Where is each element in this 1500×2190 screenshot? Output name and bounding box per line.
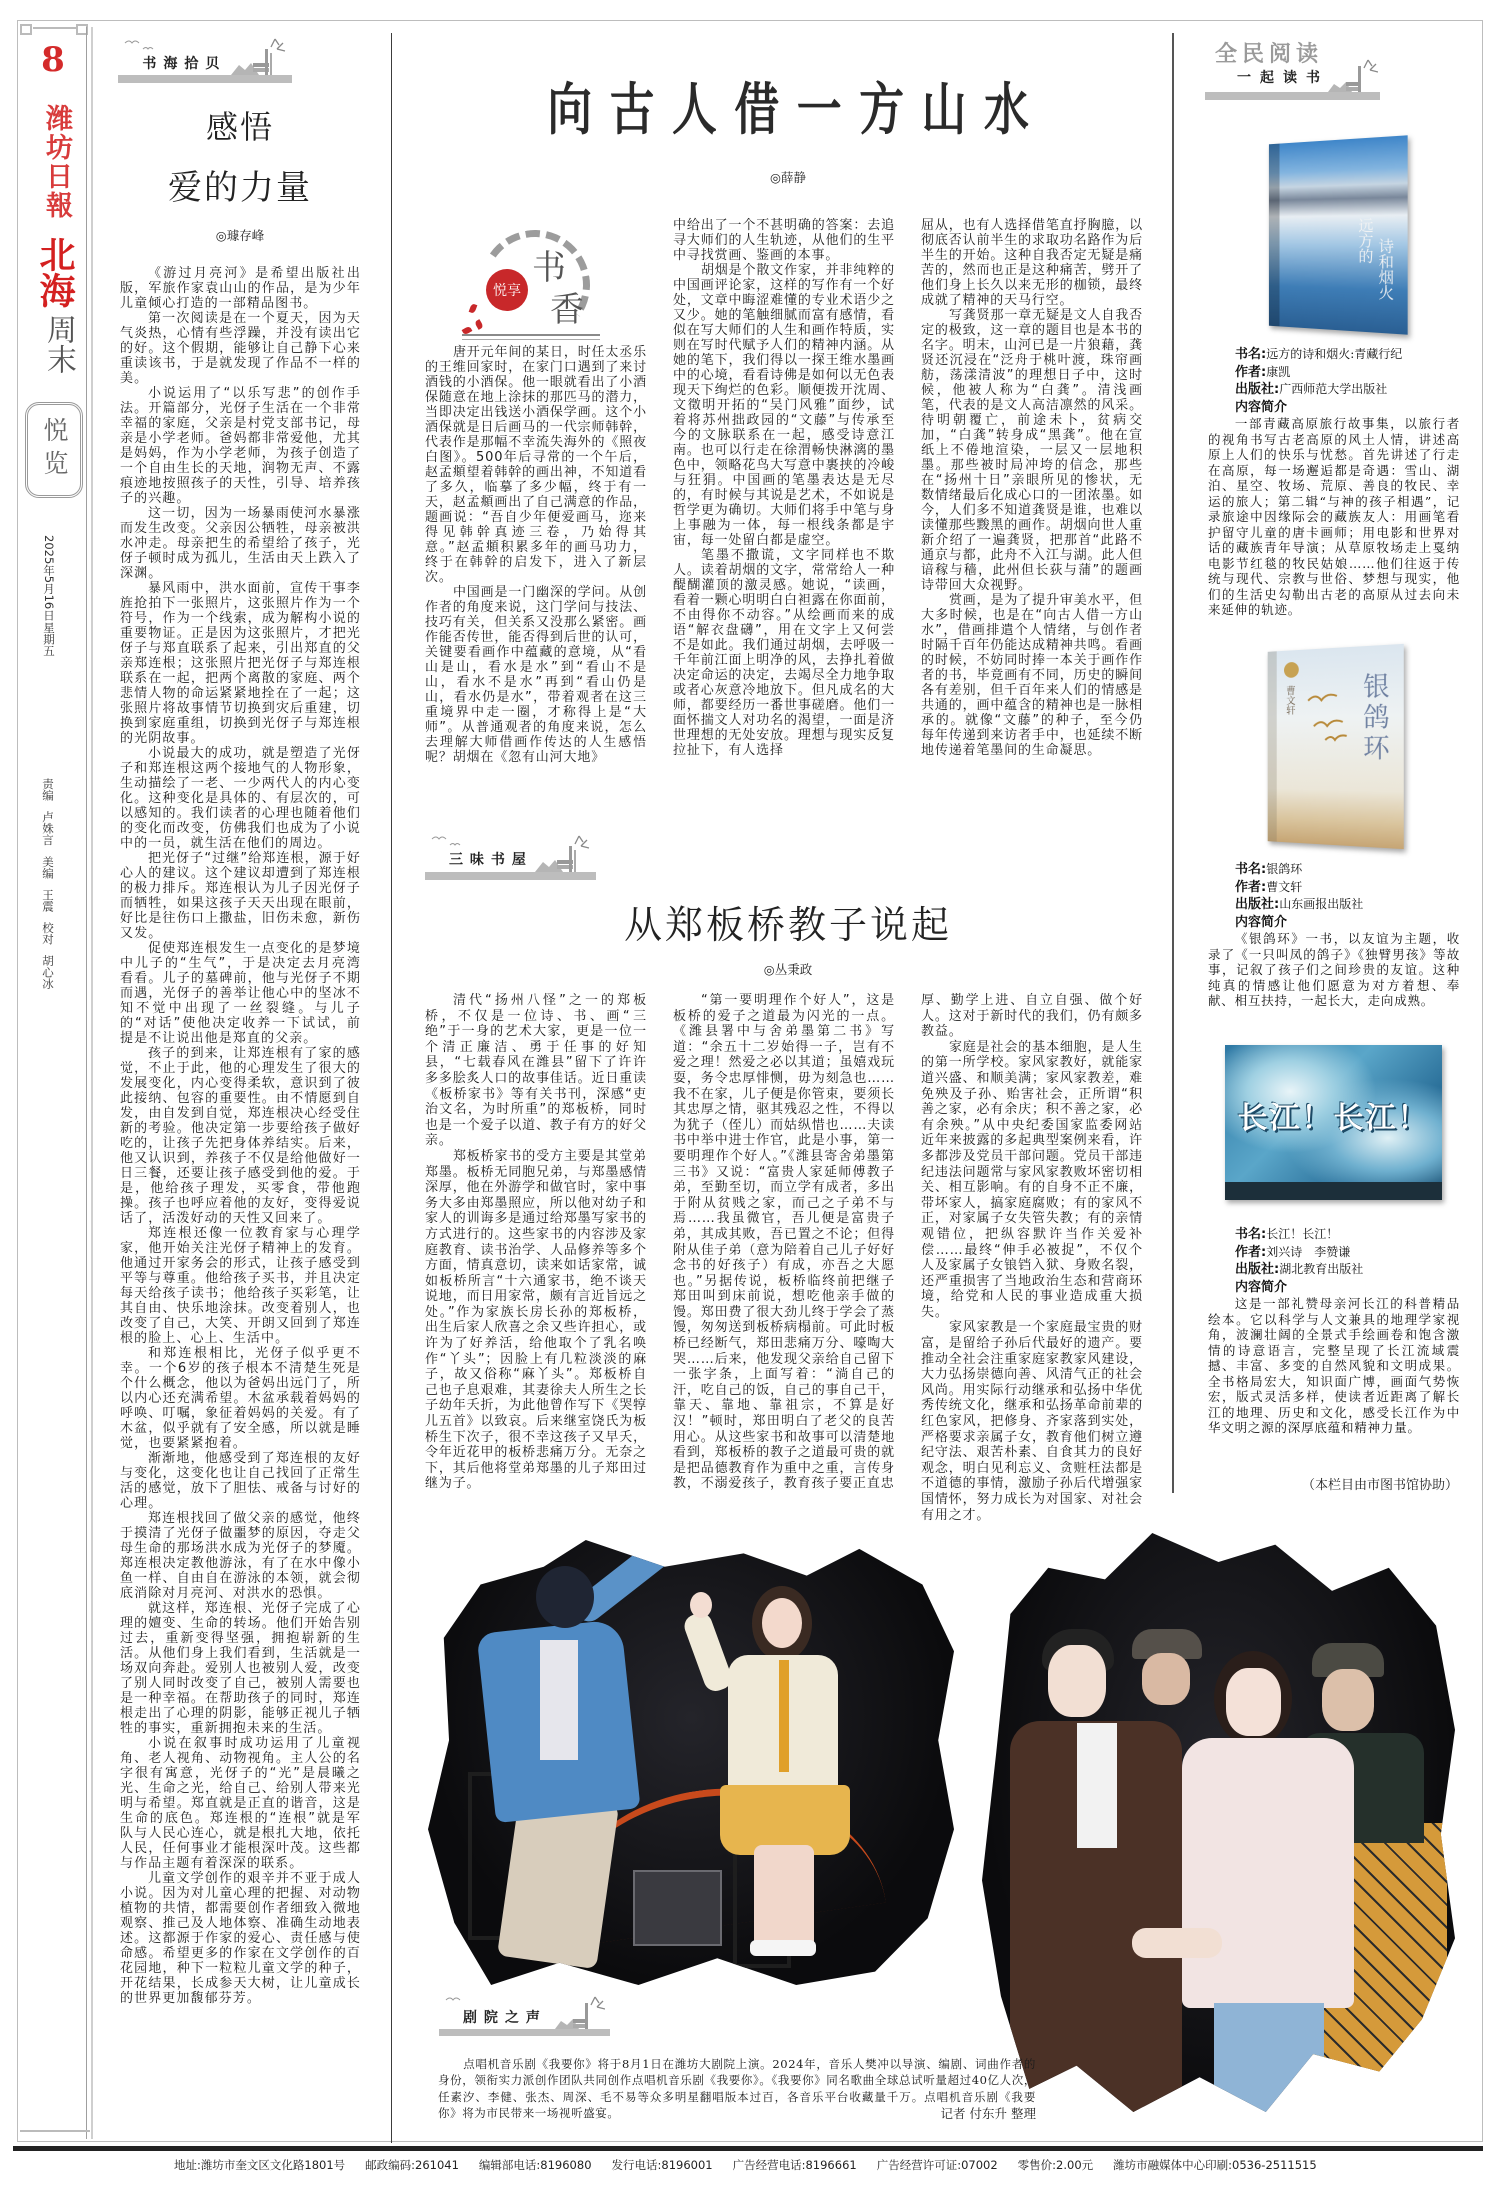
label: 出版社: [1235, 382, 1280, 397]
paragraph: 促使郑连根发生一点变化的是梦境中儿子的“生气”，于是决定去月亮湾看看。儿子的墓碑前，他与光伢子不期而遇，光伢子的善举让他心中的坚冰不知不觉中出现了一丝裂缝。与儿子的“对话”使他决定收养一下试试，前提是不让说出他是郑直的父亲。 [120, 941, 361, 1046]
paragraph: 清代“扬州八怪”之一的郑板桥，不仅是一位诗、书、画“三绝”于一身的艺术大家，更是一位一个清正廉洁、勇于任事的好知县，“七载春风在潍县”留下了许许多多脍炙人口的故事佳话。近日重读《板桥家书》等有关书刊，深感“吏治文名，为时所重”的郑板桥，同时也是一个爱子以道、教子有方的好父亲。 [425, 993, 647, 1149]
book-spine [1269, 144, 1280, 327]
caption-text: 点唱机音乐剧《我要你》将于8月1日在潍坊大剧院上演。2024年，音乐人樊冲以导演、编剧、词曲作者的身份，领衔实力派创作团队共同创作点唱机音乐剧《我要你》。《我要你》同名歌曲全球总试听量超过40亿人次，任素汐、李健、张杰、周深、毛不易等众多明星翻唱版本过百，各音乐平台收藏量千万。点唱机音乐剧《我要你》将为市民带来一场视听盛宴。 [438, 2057, 1036, 2120]
article-column-3 [921, 993, 1143, 1523]
yuexiang-shuxiang-badge [462, 226, 602, 346]
caption-reporter: 记者 付东升 整理 [940, 2106, 1036, 2121]
label: 作者: [1235, 1244, 1267, 1260]
white-shirt [1077, 1723, 1117, 1848]
fret-ornament-top-left [20, 24, 32, 35]
paragraph: 一部青藏高原旅行故事集，以旅行者的视角书写古老高原的风土人情，讲述高原上人们的快乐与忧愁。首先讲述了行走在高原，每一场邂逅都是奇遇：雪山、湖泊、星空、牧场、荒原、善良的牧民、幸运的旅人；第二辑“与神的孩子相遇”，记录旅途中因缘际会的藏族友人：用画笔看护留守儿童的唐卡画师；用电影和世界对话的藏族青年导演；从草原牧场走上戛纳电影节红毯的牧民姑娘……他们往返于传统与现代、宗教与世俗、梦想与现实，他们的生活史勾勒出古老的高原从过去向未来延伸的轨迹。 [1208, 416, 1460, 617]
book-cover-1 [1269, 135, 1408, 334]
performer-legs [754, 1845, 814, 1950]
article-title-banqiao: 从郑板桥教子说起 [623, 903, 952, 947]
raised-arm [681, 1610, 735, 1695]
article-author: ◎丛秉政 [763, 962, 813, 977]
intro-label: 内容简介 [1235, 399, 1288, 415]
footer-distribution-phone: 发行电话:8196001 [611, 2158, 713, 2172]
white-shirt [540, 1640, 578, 1760]
footer-price: 零售价:2.00元 [1017, 2158, 1094, 2172]
book-intro-2 [1208, 931, 1460, 1009]
article-author: ◎璩存峰 [215, 228, 265, 243]
book-author: 曹文轩 [1266, 879, 1303, 894]
stage-photo-right [982, 1533, 1455, 2112]
footer-rule [13, 2146, 1483, 2151]
book-author: 刘兴诗 李赞谦 [1266, 1244, 1351, 1259]
intro-label: 内容简介 [1235, 914, 1288, 930]
book-publisher: 广西师范大学出版社 [1279, 382, 1388, 396]
sidebar-border [86, 27, 93, 2139]
paragraph: 这是一部礼赞母亲河长江的科普精品绘本。它以科学与人文兼具的地理学家视角，波澜壮阔的全景式手绘画卷和饱含激情的诗意语言，完整呈现了长江流域震撼、丰富、多变的自然风貌和文明成果。全书格局宏大，知识面广博，画面气势恢宏，版式灵活多样，使读者近距离了解长江的地理、历史和文化，感受长江作为中华文明之源的深厚底蕴和精神力量。 [1208, 1296, 1460, 1435]
paragraph: 郑板桥家书的受方主要是其堂弟郑墨。板桥无同胞兄弟，与郑墨感情深厚，他在外游学和做官时，家中事务大多由郑墨照应，所以他对幼子和家人的训诲多是通过给郑墨写家书的方式进行的。这些家书的内容涉及家庭教育、读书治学、人品修养等多个方面，情真意切，读来如话家常，诚如板桥所言“十六通家书，绝不谈天说地，而日用家常，颇有言近旨远之处。”作为家族长房长孙的郑板桥，出生后家人欣喜之余又些许担心，或许为了好养活，给他取个了乳名唤作“丫头”；因脸上有几粒淡淡的麻子，故又俗称“麻丫头”。郑板桥自己也子息艰难，其妻徐夫人所生之长子幼年夭折，为此他曾作写下《哭犉儿五首》以致哀。后来继室饶氏为板桥生下次子，很不幸这孩子又早夭，令年近花甲的板桥悲痛万分。无奈之下，其后他将堂弟郑墨的儿子郑田过继为子。 [425, 1148, 647, 1492]
birds-icon [430, 833, 470, 849]
cover-title-line2: 诗和烟火 [1376, 238, 1396, 301]
article-column-1 [425, 993, 647, 1492]
actor-face [1048, 1645, 1106, 1717]
paragraph: 暴风雨中，洪水面前，宣传干事李旌抢拍下一张照片，这张照片作为一个符号，作为一个线索，成为解构小说的重要物证。正是因为这张照片，才把光伢子与郑直联系了起来，引出郑直的父亲郑连根；这张照片把光伢子与郑连根联系在一起，把两个离散的家庭、两个悲情人物的命运紧紧地拴在了一起；这张照片将故事情节切换到灾后重建，切换到家庭重组，切换到光伢子与郑连根的光阴故事。 [120, 581, 361, 746]
label: 书名: [1235, 1227, 1267, 1242]
section-badge-label: 悦览 [40, 417, 69, 483]
editor-credits [40, 778, 56, 989]
cover-title: 银鸽环 [1358, 671, 1390, 765]
paragraph: 把光伢子“过继”给郑连根，源于好心人的建议。这个建议却遭到了郑连根的极力排斥。郑连根认为儿子因光伢子而牺牲，如果这孩子天天出现在眼前，好比是往伤口上撒盐，旧伤未愈，新伤又发。 [120, 851, 362, 941]
petal-icon [474, 319, 484, 330]
article-title-line1: 感悟 [205, 108, 274, 146]
performer-face [762, 1598, 802, 1648]
page-number: 8 [41, 40, 65, 80]
article-body-aiDeliliang [120, 266, 361, 2006]
hand [690, 1592, 712, 1618]
paragraph: 《银鸽环》一书，以友谊为主题，收录了《一只叫凤的鸽子》《独臂男孩》等故事，记叙了孩子们之间珍贵的友谊。这种纯真的情感让他们愿意为对方着想、奉献、相互扶持，一起长大，走向成熟。 [1208, 931, 1460, 1008]
paragraph: 中国画是一门幽深的学问。从创作者的角度来说，这门学问与技法、技巧有关，但关系又没那么紧密。画作能否传世，能否得到后世的认可，关键要看画作中蕴藏的意境，从“看山是山，看水是水”到“看山不是山，看水不是水”再到“看山仍是山，看水仍是水”，带着观者在这三重境界中走一圈，才称得上是“大师”。从普通观者的角度来说，怎么去理解大师借画作传达的人生感悟呢？胡烟在《忽有山河大地》 [425, 585, 647, 765]
actress-face [1226, 1668, 1281, 1736]
footer-ad-license: 广告经营许可证:07002 [876, 2158, 998, 2172]
paragraph: 胡烟是个散文作家，并非纯粹的中国画评论家，这样的写作有一个好处，文章中晦涩难懂的专业术语少之又少。她的笔触细腻而富有感情，看似在写大师们的人生和画作特质，实则在写时代赋予人们的精神内涵。从她的笔下，我们得以一探王维水墨画中的心境，看看诗佛是如何以无色表现天下绚烂的色彩。顺便拨开沈周、文徵明开拓的“吴门风雅”面纱，试着将苏州拙政园的“文藤”与传承至今的文脉联系在一起，感受诗意江南。也可以行走在徐渭畅快淋漓的墨色中，领略花鸟大写意中裹挟的冷峻与狂狷。中国画的笔墨表达是无尽的，有时候与其说是艺术，不如说是哲学更为确切。大师们将手中笔与身上事融为一体，每一根线条都是宇宙，每一处留白都是虚空。 [673, 263, 895, 548]
section-badge [25, 402, 83, 498]
cover-author: 曹文轩 [1284, 685, 1295, 715]
book-publisher: 山东画报出版社 [1279, 897, 1364, 911]
book-info-3 [1235, 1226, 1363, 1296]
credit-role: 责编 [41, 778, 55, 801]
supplement-name-zhoumo: 周末 [41, 314, 76, 374]
footer-info [174, 2157, 1317, 2173]
paragraph: 《游过月亮河》是希望出版社出版，军旅作家袁山山的作品，是为少年儿童倾心打造的一部精品图书。 [120, 266, 361, 311]
birds-icon [123, 37, 163, 53]
article-title-line2: 爱的力量 [168, 168, 312, 208]
section-banner-sanweishuwu [425, 833, 596, 880]
section-banner-quanminyuedu [1205, 37, 1380, 100]
paragraph: 第一次阅读是在一个夏天，因为天气炎热，心情有些浮躁，并没有读出它的好。这个假期，能够让自己静下心来重读该书，于是就发现了作品不一样的美。 [120, 311, 361, 386]
credit-name: 王震 [41, 888, 55, 912]
yellow-tie [779, 1660, 789, 1772]
paragraph: 儿童文学创作的艰辛并不亚于成人小说。因为对儿童心理的把握、对动物植物的共情，都需要创作者细致入微地观察、推己及人地体察、准确生动地表述。这都源于作家的爱心、责任感与使命感。希望更多的作家在文学创作的百花园地，种下一粒粒儿童文学的种子，开花结果，长成参天大树，让儿童成长的世界更加馥郁芬芳。 [120, 1871, 361, 2006]
credit-role: 校对 [41, 921, 55, 945]
book-spine [1268, 651, 1277, 841]
column-note: （本栏目由市图书馆协助） [1301, 1478, 1458, 1493]
sidebar-top-rule [33, 27, 76, 29]
supplement-name-beihai: 北海 [34, 236, 76, 308]
footer-printer: 潍坊市融媒体中心印刷:0536-2511515 [1113, 2158, 1317, 2172]
stage-photo-left [428, 1540, 954, 1985]
paragraph-continued: 屈从，也有人选择借笔直抒胸臆，以彻底否认前半生的求取功名路作为后半生的开始。这种自我否定无疑是痛苦的，然而也正是这种痛苦，劈开了他们身上长久以来无形的枷锁，最终成就了精神的天马行空。 [921, 218, 1143, 308]
bamboo-books-icon [555, 1995, 605, 2031]
label: 书名: [1235, 862, 1267, 877]
article-title-shanshui: 向古人借一方山水 [547, 78, 1047, 143]
issue-date: 2025年5月16日 [42, 535, 56, 621]
book-intro-1 [1208, 416, 1460, 618]
section-banner-label: 三味书屋 [448, 851, 533, 868]
music-stand [633, 1870, 722, 1946]
banner-subtitle: 一起读书 [1237, 70, 1329, 86]
pink-coat [1182, 1738, 1354, 2008]
performer-head [536, 1566, 594, 1628]
paragraph: 写龚贤那一章无疑是文人自我否定的极致，这一章的题目也是本书的名字。明末，山河已是一片狼藉，龚贤还沉浸在“泛舟于桃叶渡，珠帘画舫，荡漾清波”的理想日子中，这时候，他被人称为“白龚”。清浅画笔，代表的是文人高洁凛然的风采。待明朝覆亡，前途未卜，贫病交加，“白龚”转身成“黑龚”。他在宣纸上不倦地渲染，一层又一层地积墨。那些被时局冲垮的信念，那些在“扬州十日”亲眼所见的惨状，无数情绪最后化成心口的一团浓墨。如今，人们多不知道龚贤是谁，也难以读懂那些黢黑的画作。胡烟向世人重新介绍了一遍龚贤，把那首“此路不通京与都，此舟不入江与湖。此人但谙稼与穑，此州但长荻与蒲”的题画诗带回大众视野。 [921, 308, 1143, 593]
intro-label: 内容简介 [1235, 1279, 1288, 1295]
paragraph-continued: 厚、勤学上进、自立自强、做个好人。这对于新时代的我们，仍有颇多教益。 [921, 993, 1143, 1040]
article-column-3 [921, 218, 1143, 758]
footer-ad-phone: 广告经营电话:8196661 [732, 2158, 857, 2172]
footer-address: 地址:潍坊市奎文区文化路1801号 [174, 2158, 346, 2172]
paragraph: 小说最大的成功，就是塑造了光伢子和郑连根这两个接地气的人物形象，生动描绘了一老、一少两代人的内心变化。这种变化是具体的、有层次的，可以感知的。我们读者的心理也随着他们的变化而改变，仿佛我们也成为了小说中的一员，就生活在他们的周边。 [120, 746, 361, 851]
label: 书名: [1235, 347, 1267, 362]
article-column-2 [673, 993, 895, 1492]
cover-bottom-band [1225, 1182, 1442, 1200]
paragraph: 这一切，因为一场暴雨使河水暴涨而发生改变。父亲因公牺牲，母亲被洪水冲走。母亲把生的希望给了孩子，光伢子顿时成为孤儿，生活由天上跌入了深渊。 [120, 506, 361, 581]
petal-icon [469, 303, 478, 314]
bamboo-books-icon [1328, 58, 1378, 94]
issue-weekday: 星期五 [42, 622, 56, 657]
column-divider-right [1172, 33, 1174, 1493]
book-title: 远方的诗和烟火:青藏行纪 [1266, 347, 1403, 361]
red-seal-circle: 悦享 [486, 269, 528, 311]
paragraph: 笔墨不撒谎，文字同样也不欺人。读着胡烟的文字，常常给人一种醍醐灌顶的激灵感。她说，“读画，看着一颗心明明白白袒露在你面前，不由得你不动容。”从绘画而来的成语“解衣盘礴”，用在文字上又何尝不是如此。我们通过胡烟，去呼吸一千年前江面上明净的风，去挣扎着做决定命运的决定，去竭尽全力地争取或者心灰意冷地放下。但凡成名的大师，都要经历一番世事磋磨。他们一面怀揣文人对功名的渴望，一面是济世理想的无处安放。理想与现实反复拉扯下，有人选择 [673, 548, 895, 758]
cover-title-line1: 远方的 [1356, 217, 1375, 264]
newspaper-name: 潍坊日報 [41, 104, 72, 220]
book-intro-3 [1208, 1296, 1460, 1436]
book-info-1 [1235, 346, 1402, 416]
book-cover-2 [1268, 644, 1404, 849]
section-banner-label: 书海拾贝 [142, 55, 227, 72]
article-column-1 [425, 345, 647, 765]
bamboo-books-icon [535, 834, 591, 874]
credit-name: 胡心冰 [41, 954, 55, 989]
paragraph: 渐渐地，他感受到了郑连根的友好与变化，这变化也让自己找回了正常生活的感觉，放下了胆怯、戒备与讨好的心理。 [120, 1451, 361, 1511]
paragraph: 小说运用了“以乐写悲”的创作手法。开篇部分，光伢子生活在一个非常幸福的家庭，父亲是村党支部书记，母亲是小学老师。爸妈都非常爱他，尤其是妈妈，作为小学老师，为孩子创造了一个自由生长的天地，润物无声、不露痕迹地按照孩子的天性，引导、培养孩子的兴趣。 [120, 386, 361, 506]
label: 作者: [1235, 879, 1267, 895]
credit-role: 美编 [41, 855, 55, 879]
book-title: 银鸽环 [1266, 862, 1303, 876]
column-divider-left [391, 33, 392, 2143]
label: 出版社: [1235, 1262, 1280, 1277]
shoes [750, 1940, 816, 1956]
paragraph: 赏画，是为了提升审美水平，但大多时候，也是在“向古人借一方山水”，借画排遣个人情绪，与创作者时隔千百年仍能达成精神共鸣。看画的时候，不妨同时捧一本关于画作作者的书，毕竟画有不同，历史的瞬间各有差别，但千百年来人们的情感是共通的，画中蕴含的精神也是一脉相承的。就像“文藤”的种子，至今仍每年传递到来访者手中，也延续不断地传递着笔墨间的生命凝思。 [921, 593, 1143, 758]
paragraph: 小说在叙事时成功运用了儿童视角、老人视角、动物视角。主人公的名字很有寓意，光伢子的“光”是晨曦之光、生命之光，给自己、给别人带来光明与希望。郑直就是正直的谐音，这是生命的底色。郑连根的“连根”就是军队与人民心连心，就是根扎大地，依托人民，任何事业才能根深叶茂。这些都与作品主题有着深深的联系。 [120, 1736, 361, 1871]
paragraph: 孩子的到来，让郑连根有了家的感觉，不止于此，他的心理发生了很大的发展变化，内心变得柔软，意识到了彼此接纳、包容的重要性。由不情愿到自发，由自发到自觉，郑连根决心经受住新的考验。他决定第一步要给孩子做好吃的，让孩子先把身体养结实。后来，他又认识到，养孩子不仅是给他做好一日三餐，还要让孩子感受到他的爱。于是，他给孩子理发，买零食，带他跑操。孩子也呼应着他的友好，变得爱说话了，活泼好动的天性又回来了。 [120, 1046, 361, 1226]
banner-title: 全民阅读 [1215, 42, 1324, 67]
article-column-2 [673, 218, 895, 758]
book-title: 长江！长江！ [1266, 1227, 1339, 1241]
book-author: 康凯 [1266, 364, 1291, 379]
actor-face [1142, 1653, 1190, 1705]
paragraph: 郑连根找回了做父亲的感觉，他终于摸清了光伢子做噩梦的原因，夺走父母生命的那场洪水成为光伢子的梦魇。郑连根决定教他游泳，有了在水中像小鱼一样、自由自在游泳的本领，就会彻底消除对月亮河、对洪水的恐惧。 [120, 1511, 361, 1601]
paragraph: 郑连根还像一位教育家与心理学家，他开始关注光伢子精神上的发育。他通过开家务会的形式，让孩子感受到平等与尊重。他给孩子买书，并且决定每天给孩子读书；他给孩子买彩笔，让其自由、快乐地涂抹。改变着别人，也改变了自己，大笑、开朗又回到了郑连根的脸上、心上、生活中。 [120, 1226, 361, 1346]
badge-char-shu: 书 [532, 248, 566, 288]
paragraph: “第一要明理作个好人”，这是板桥的爱子之道最为闪光的一点。《潍县署中与舍弟墨第二书》写道：“余五十二岁始得一子，岂有不爱之理！然爱之必以其道；虽嬉戏玩耍，务令忠厚悱恻，毋为刻急也……我不在家，儿子便是你管束，要须长其忠厚之情，驱其残忍之性，不得以为犹子（侄儿）而姑纵惜也……夫读书中举中进士作官，此是小事，第一要明理作个好人。”《潍县寄舍弟墨第三书》又说：“富贵人家延师傅教子弟，至勤至切，而立学有成者，多出于附从贫贱之家，而己之子弟不与焉……我虽微官，吾儿便是富贵子弟，其成其败，吾已置之不论；但得附从佳子弟（意为陪着自己儿子好好念书的好孩子）有成，亦吾之大愿也。”另据传说，板桥临终前把继子郑田叫到床前说，想吃他亲手做的馒。郑田费了很大劲儿终于学会了蒸馒，匆匆送到板桥病榻前。可此时板桥已经断气，郑田悲痛万分、嚎啕大哭……后来，他发现父亲给自己留下一张字条，上面写着：“淌自己的汗，吃自己的饭，自己的事自己干，靠天、靠地、靠祖宗，不算是好汉！”顿时，郑田明白了老父的良苦用心。从这些家书和故事可以清楚地看到，郑板桥的教子之道最可贵的就是把品德教育作为重中之重，言传身教，不溺爱孩子，教育孩子要正直忠 [673, 993, 895, 1492]
paragraph-continued: 中给出了一个不甚明确的答案：去追寻大师们的人生轨迹，从他们的生平中寻找赏画、鉴画的本事。 [673, 218, 895, 263]
actor-face [1322, 1669, 1374, 1731]
sidebar-bottom-rule [20, 2130, 90, 2132]
bamboo-books-icon [231, 37, 287, 77]
section-banner-shuhaishibei [118, 37, 292, 83]
book-info-2 [1235, 861, 1363, 931]
paragraph: 家风家教是一个家庭最宝贵的财富，是留给子孙后代最好的遗产。要推动全社会注重家庭家教家风建设，大力弘扬崇德向善、风清气正的社会风尚。用实际行动继承和弘扬中华优秀传统文化，继承和弘扬革命前辈的红色家风，把修身、齐家落到实处，严格要求亲属子女，教育他们树立遵纪守法、艰苦朴素、自食其力的良好观念，明白见利忘义、贪赃枉法都是不道德的事情，激励子孙后代增强家国情怀，努力成长为对国家、对社会有用之才。 [921, 1320, 1143, 1523]
label: 出版社: [1235, 897, 1280, 912]
footer-editorial-phone: 编辑部电话:8196080 [478, 2158, 592, 2172]
section-banner-juyuanzhisheng [439, 1994, 610, 2036]
open-book-base [462, 334, 600, 340]
series-logo [1284, 662, 1299, 678]
seagulls-icon [1304, 685, 1362, 746]
cover-title: 长江！长江！ [1237, 1101, 1430, 1136]
book-cover-3 [1225, 1045, 1442, 1200]
credit-name: 卢姝言 [41, 811, 55, 846]
book-publisher: 湖北教育出版社 [1279, 1262, 1364, 1276]
paragraph: 家庭是社会的基本细胞，是人生的第一所学校。家风家教好，就能家道兴盛、和顺美满；家风家教差，难免殃及子孙、贻害社会，正所谓“积善之家，必有余庆；积不善之家，必有余殃。”从中央纪委国家监委网站近年来披露的多起典型案例来看，许多都涉及党员干部问题。党员干部违纪违法问题常与家风家教败坏密切相关、相互影响。有的自身不正不廉，带坏家人，搞家庭腐败；有的家风不正，对家属子女失管失教；有的亲情观错位，把纵容默许当作关爱补偿……最终“伸手必被捉”，不仅个人及家属子女锒铛入狱、身败名裂，还严重损害了当地政治生态和营商环境，给党和人民的事业造成重大损失。 [921, 1039, 1143, 1320]
footer-postcode: 邮政编码:261041 [365, 2158, 459, 2172]
section-banner-label: 剧院之声 [462, 2009, 547, 2026]
paragraph: 就这样，郑连根、光伢子完成了心理的嬗变、生命的转场。他们开始告别过去，重新变得坚强，拥抱崭新的生活。从他们身上我们看到，生活就是一场双向奔赴。爱别人也被别人爱，改变了别人同时改变了自己，被别人需要也是一种幸福。在帮助孩子的同时，郑连根走出了心理的阴影，能够正视儿子牺牲的事实，重新拥抱未来的生活。 [120, 1601, 361, 1736]
label: 作者: [1235, 364, 1267, 380]
holding-hands [1132, 1928, 1222, 1958]
paragraph: 唐开元年间的某日，时任太丞乐的王维回家时，在家门口遇到了来讨酒钱的小酒保。他一眼就看出了小酒保随意在地上涂抹的那匹马的潜力，当即决定出钱送小酒保学画。这个小酒保就是日后画马的一代宗师韩幹，代表作是那幅不幸流失海外的《照夜白图》。500年后寻常的一个午后，赵孟頫望着韩幹的画出神，不知道看了多久，临摹了多少幅，终于有一天，赵孟頫画出了自己满意的作品，题画说：“吾自少年便爱画马，迩来得见韩幹真迹三卷，乃始得其意。”赵孟頫积累多年的画马功力，终于在韩幹的启发下，进入了新层次。 [425, 345, 647, 585]
article-author: ◎薛静 [770, 170, 806, 185]
badge-char-xiang: 香 [550, 290, 584, 330]
paragraph: 和郑连根相比，光伢子似乎更不幸。一个6岁的孩子根本不清楚生死是个什么概念，他以为爸妈出远门了，所以内心还充满希望。木盆承载着妈妈的呼唤、叮嘱，象征着妈妈的关爱。有了木盆，似乎就有了安全感，所以就是睡觉，也要紧紧抱着。 [120, 1346, 361, 1451]
